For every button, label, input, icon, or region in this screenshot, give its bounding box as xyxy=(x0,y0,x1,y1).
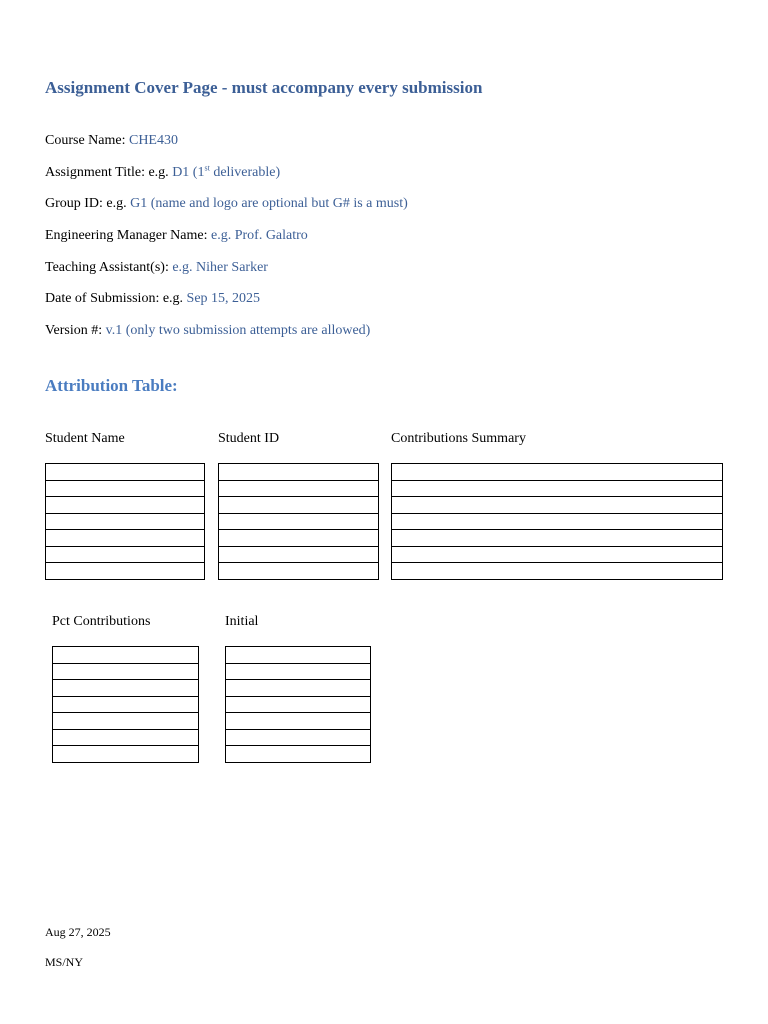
table-cell[interactable] xyxy=(392,530,723,547)
table-cell[interactable] xyxy=(53,680,199,697)
table-row xyxy=(53,680,199,697)
course-name-label: Course Name: xyxy=(45,133,126,148)
table-cell[interactable] xyxy=(46,530,205,547)
table-row xyxy=(226,729,371,746)
table-cell[interactable] xyxy=(46,464,205,481)
table-row xyxy=(392,464,723,481)
table-row xyxy=(53,696,199,713)
table-row xyxy=(226,713,371,730)
table-cell[interactable] xyxy=(219,497,379,514)
student-id-header: Student ID xyxy=(218,431,280,446)
teaching-assistant-value: e.g. Niher Sarker xyxy=(172,260,268,275)
table-cell[interactable] xyxy=(46,513,205,530)
course-name-field xyxy=(45,133,178,149)
table-cell[interactable] xyxy=(392,480,723,497)
version-field xyxy=(45,323,370,339)
table-row xyxy=(226,663,371,680)
table-row xyxy=(46,497,205,514)
table-row xyxy=(46,530,205,547)
table-cell[interactable] xyxy=(46,497,205,514)
table-cell[interactable] xyxy=(392,563,723,580)
table-row xyxy=(46,563,205,580)
version-value: v.1 (only two submission attempts are allowed) xyxy=(105,323,371,338)
teaching-assistant-label: Teaching Assistant(s): xyxy=(45,260,169,275)
table-cell[interactable] xyxy=(53,696,199,713)
manager-name-field xyxy=(45,228,308,244)
pct-contributions-table xyxy=(52,646,199,763)
assignment-title-field xyxy=(45,165,280,181)
assignment-title-ordinal: st xyxy=(204,163,210,173)
table-cell[interactable] xyxy=(219,513,379,530)
table-row xyxy=(46,480,205,497)
table-row xyxy=(53,729,199,746)
table-cell[interactable] xyxy=(392,464,723,481)
manager-name-label: Engineering Manager Name: xyxy=(45,228,208,243)
student-name-table xyxy=(45,463,205,580)
table-row xyxy=(392,497,723,514)
group-id-label: Group ID: e.g. xyxy=(45,196,127,211)
table-row xyxy=(226,647,371,664)
page-title: Assignment Cover Page - must accompany every submission xyxy=(45,78,483,97)
table-cell[interactable] xyxy=(219,464,379,481)
table-cell[interactable] xyxy=(226,729,371,746)
initial-header: Initial xyxy=(225,614,259,629)
assignment-title-value-main: D1 (1 xyxy=(172,165,205,180)
table-cell[interactable] xyxy=(53,729,199,746)
table-row xyxy=(219,464,379,481)
version-label: Version #: xyxy=(45,323,103,338)
table-row xyxy=(219,530,379,547)
table-row xyxy=(219,513,379,530)
table-cell[interactable] xyxy=(226,663,371,680)
table-cell[interactable] xyxy=(53,713,199,730)
footer-initials: MS/NY xyxy=(45,955,84,969)
table-cell[interactable] xyxy=(46,480,205,497)
group-id-field xyxy=(45,196,408,212)
attribution-heading: Attribution Table: xyxy=(45,376,178,395)
table-cell[interactable] xyxy=(392,546,723,563)
table-row xyxy=(392,530,723,547)
table-row xyxy=(46,513,205,530)
table-cell[interactable] xyxy=(53,746,199,763)
table-cell[interactable] xyxy=(219,563,379,580)
table-cell[interactable] xyxy=(53,663,199,680)
contributions-summary-header: Contributions Summary xyxy=(391,431,526,446)
manager-name-value: e.g. Prof. Galatro xyxy=(211,228,308,243)
table-row xyxy=(53,746,199,763)
contributions-summary-table xyxy=(391,463,723,580)
table-cell[interactable] xyxy=(46,546,205,563)
pct-contributions-header: Pct Contributions xyxy=(52,614,151,629)
table-row xyxy=(392,513,723,530)
table-row xyxy=(219,497,379,514)
student-name-header: Student Name xyxy=(45,431,125,446)
table-row xyxy=(53,663,199,680)
initial-table xyxy=(225,646,371,763)
table-row xyxy=(53,647,199,664)
table-cell[interactable] xyxy=(46,563,205,580)
table-cell[interactable] xyxy=(226,746,371,763)
table-cell[interactable] xyxy=(392,497,723,514)
table-row xyxy=(226,696,371,713)
table-row xyxy=(392,480,723,497)
table-row xyxy=(219,563,379,580)
table-cell[interactable] xyxy=(226,713,371,730)
submission-date-field xyxy=(45,291,260,307)
teaching-assistant-field xyxy=(45,260,268,276)
course-name-value: CHE430 xyxy=(128,133,178,148)
table-row xyxy=(226,680,371,697)
table-row xyxy=(392,546,723,563)
assignment-title-value-rest: deliverable) xyxy=(209,165,281,180)
table-cell[interactable] xyxy=(53,647,199,664)
group-id-value: G1 (name and logo are optional but G# is a must) xyxy=(130,196,408,211)
table-cell[interactable] xyxy=(219,480,379,497)
student-id-table xyxy=(218,463,379,580)
submission-date-label: Date of Submission: e.g. xyxy=(45,291,184,306)
table-cell[interactable] xyxy=(219,530,379,547)
table-row xyxy=(46,546,205,563)
table-cell[interactable] xyxy=(392,513,723,530)
table-row xyxy=(53,713,199,730)
table-row xyxy=(219,546,379,563)
table-cell[interactable] xyxy=(226,680,371,697)
footer-date: Aug 27, 2025 xyxy=(45,925,111,939)
table-cell[interactable] xyxy=(226,647,371,664)
submission-date-value: Sep 15, 2025 xyxy=(186,291,261,306)
table-cell[interactable] xyxy=(219,546,379,563)
table-row xyxy=(219,480,379,497)
table-row xyxy=(46,464,205,481)
table-row xyxy=(226,746,371,763)
table-cell[interactable] xyxy=(226,696,371,713)
assignment-title-label: Assignment Title: e.g. xyxy=(45,165,169,180)
assignment-title-value xyxy=(172,165,280,180)
table-row xyxy=(392,563,723,580)
